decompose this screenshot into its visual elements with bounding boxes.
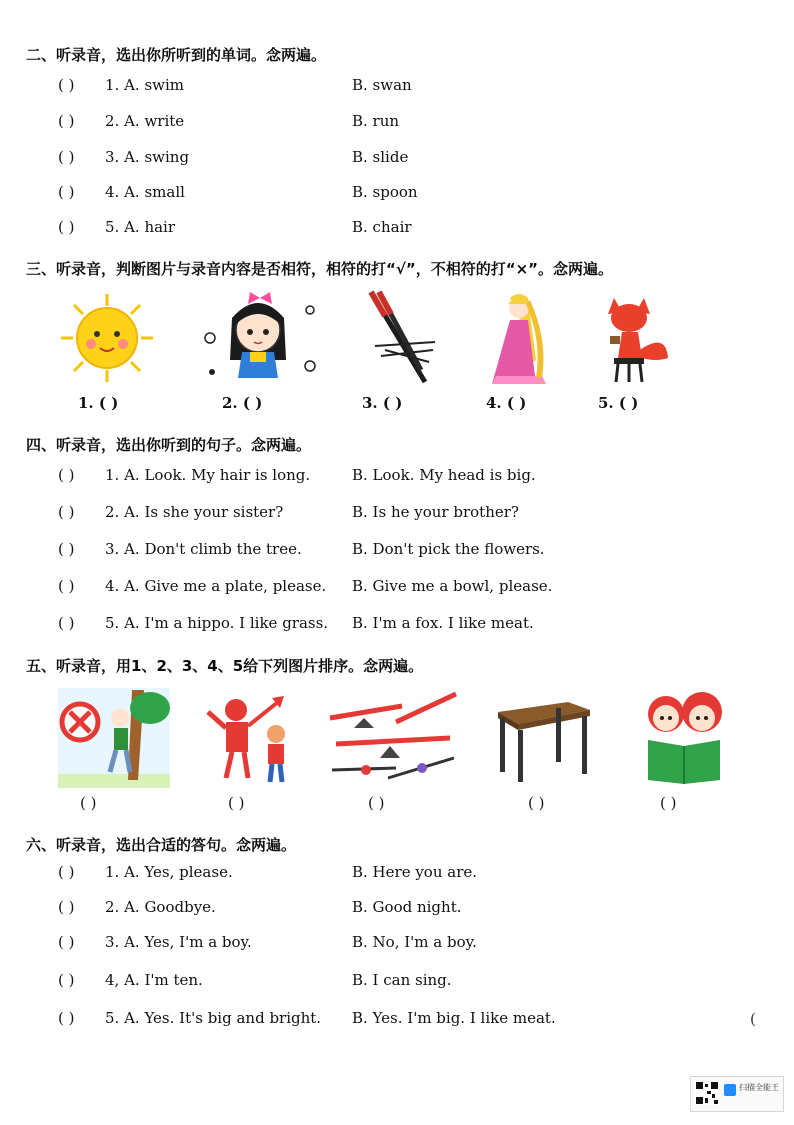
girl-icon xyxy=(198,290,318,386)
option-a: 5. A. I'm a hippo. I like grass. xyxy=(105,614,329,632)
scanner-brand: 扫描全能王 xyxy=(739,1083,779,1092)
scanner-logo-icon xyxy=(724,1084,736,1096)
option-b: B. Good night. xyxy=(352,898,462,916)
section-4-title: 四、听录音，选出你听到的句子。念两遍。 xyxy=(26,436,312,454)
option-a: 1. A. Look. My hair is long. xyxy=(105,466,311,484)
list-item xyxy=(58,218,758,240)
list-item xyxy=(58,148,758,170)
seesaw-icon xyxy=(326,688,460,786)
option-b: B. Here you are. xyxy=(352,863,478,881)
option-b: B. spoon xyxy=(352,183,418,201)
option-a: 4. A. Give me a plate, please. xyxy=(105,577,327,595)
list-item xyxy=(58,540,758,562)
answer-blank[interactable]: ( ) xyxy=(58,183,75,201)
picture-caption-2[interactable]: 2. ( ) xyxy=(222,394,263,412)
section-2-title: 二、听录音，选出你所听到的单词。念两遍。 xyxy=(26,46,327,64)
no-climbing-tree-icon xyxy=(58,688,170,788)
picture-caption-4[interactable]: 4. ( ) xyxy=(486,394,527,412)
answer-blank[interactable]: ( ) xyxy=(58,218,75,236)
answer-blank[interactable]: ( ) xyxy=(58,148,75,166)
pointing-people-icon xyxy=(204,690,304,786)
option-a: 2. A. write xyxy=(105,112,185,130)
desk-icon xyxy=(494,694,594,784)
list-item xyxy=(58,971,758,993)
option-b: B. swan xyxy=(352,76,412,94)
option-a: 1. A. Yes, please. xyxy=(105,863,233,881)
picture-caption-3[interactable]: 3. ( ) xyxy=(362,394,403,412)
list-item xyxy=(58,466,758,488)
list-item xyxy=(58,898,758,920)
answer-blank[interactable]: ( ) xyxy=(58,933,75,951)
stray-mark: ( xyxy=(750,1010,756,1028)
section-3-title: 三、听录音，判断图片与录音内容是否相符，相符的打“√”，不相符的打“×”。念两遍。 xyxy=(26,260,614,278)
list-item xyxy=(58,863,758,885)
option-b: B. Look. My head is big. xyxy=(352,466,536,484)
order-blank-2[interactable]: ( ) xyxy=(228,794,245,812)
option-b: B. Give me a bowl, please. xyxy=(352,577,553,595)
answer-blank[interactable]: ( ) xyxy=(58,614,75,632)
qr-code-icon xyxy=(695,1081,719,1105)
order-blank-4[interactable]: ( ) xyxy=(528,794,545,812)
answer-blank[interactable]: ( ) xyxy=(58,898,75,916)
option-b: B. Is he your brother? xyxy=(352,503,519,521)
option-a: 3. A. swing xyxy=(105,148,190,166)
option-a: 5. A. Yes. It's big and bright. xyxy=(105,1009,322,1027)
answer-blank[interactable]: ( ) xyxy=(58,971,75,989)
order-blank-5[interactable]: ( ) xyxy=(660,794,677,812)
option-a: 2. A. Is she your sister? xyxy=(105,503,284,521)
answer-blank[interactable]: ( ) xyxy=(58,503,75,521)
option-a: 1. A. swim xyxy=(105,76,185,94)
answer-blank[interactable]: ( ) xyxy=(58,112,75,130)
option-b: B. chair xyxy=(352,218,412,236)
section-6-title: 六、听录音，选出合适的答句。念两遍。 xyxy=(26,836,297,854)
list-item xyxy=(58,1009,758,1031)
option-a: 3. A. Yes, I'm a boy. xyxy=(105,933,252,951)
answer-blank[interactable]: ( ) xyxy=(58,540,75,558)
section-5-title: 五、听录音，用1、2、3、4、5给下列图片排序。念两遍。 xyxy=(26,657,424,675)
sun-icon xyxy=(58,292,156,384)
option-b: B. Don't pick the flowers. xyxy=(352,540,545,558)
option-b: B. I'm a fox. I like meat. xyxy=(352,614,534,632)
option-b: B. Yes. I'm big. I like meat. xyxy=(352,1009,556,1027)
list-item xyxy=(58,577,758,599)
option-a: 4, A. I'm ten. xyxy=(105,971,203,989)
fox-icon xyxy=(600,292,670,384)
picture-caption-1[interactable]: 1. ( ) xyxy=(78,394,119,412)
list-item xyxy=(58,112,758,134)
option-a: 4. A. small xyxy=(105,183,185,201)
list-item xyxy=(58,933,758,955)
kids-reading-icon xyxy=(636,688,732,784)
answer-blank[interactable]: ( ) xyxy=(58,863,75,881)
order-blank-3[interactable]: ( ) xyxy=(368,794,385,812)
answer-blank[interactable]: ( ) xyxy=(58,577,75,595)
option-b: B. run xyxy=(352,112,400,130)
answer-blank[interactable]: ( ) xyxy=(58,76,75,94)
list-item xyxy=(58,183,758,205)
option-b: B. I can sing. xyxy=(352,971,452,989)
picture-caption-5[interactable]: 5. ( ) xyxy=(598,394,639,412)
option-a: 2. A. Goodbye. xyxy=(105,898,216,916)
option-a: 5. A. hair xyxy=(105,218,176,236)
scanner-watermark xyxy=(690,1076,784,1112)
option-b: B. No, I'm a boy. xyxy=(352,933,477,951)
chopsticks-icon xyxy=(365,290,437,386)
order-blank-1[interactable]: ( ) xyxy=(80,794,97,812)
list-item xyxy=(58,503,758,525)
option-a: 3. A. Don't climb the tree. xyxy=(105,540,302,558)
list-item xyxy=(58,614,758,636)
answer-blank[interactable]: ( ) xyxy=(58,1009,75,1027)
princess-icon xyxy=(484,290,554,388)
answer-blank[interactable]: ( ) xyxy=(58,466,75,484)
list-item xyxy=(58,76,758,98)
option-b: B. slide xyxy=(352,148,409,166)
